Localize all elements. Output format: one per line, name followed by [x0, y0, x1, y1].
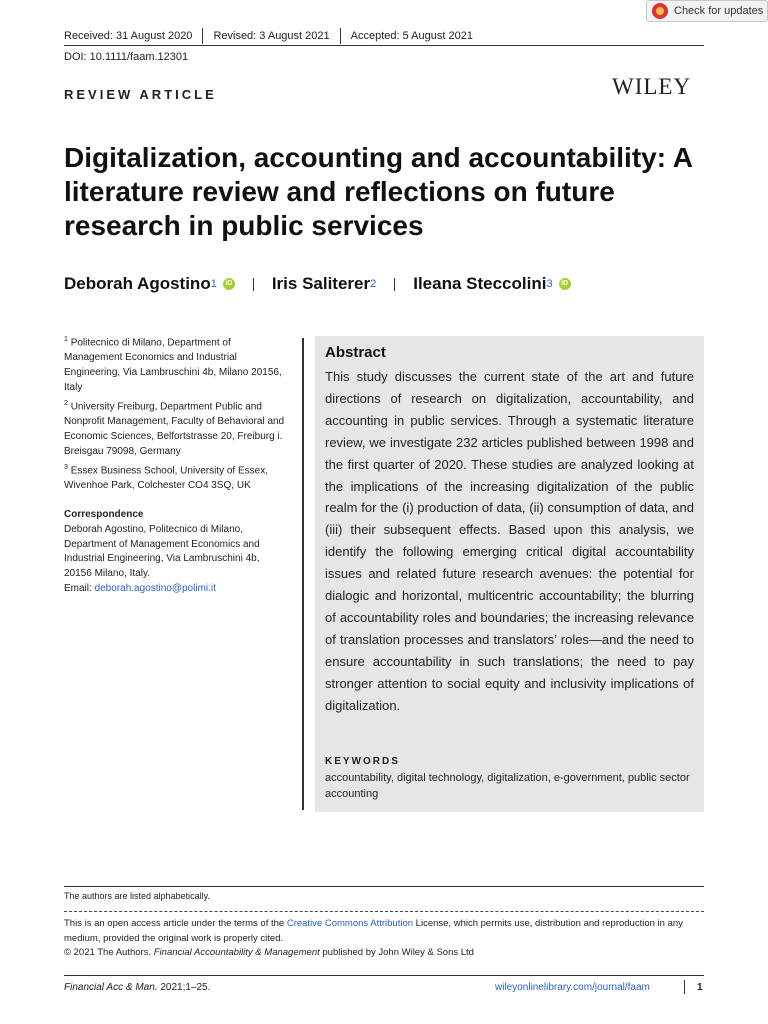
author-divider — [253, 278, 254, 291]
affiliation-sup: 2 — [64, 400, 68, 407]
footnote-rule — [64, 886, 704, 887]
doi: DOI: 10.1111/faam.12301 — [64, 51, 189, 63]
author-divider — [394, 278, 395, 291]
author-affiliation-sup[interactable]: 2 — [370, 278, 377, 290]
article-title — [64, 141, 704, 243]
abstract-heading: Abstract — [325, 344, 386, 361]
correspondence — [64, 508, 289, 597]
received-date: Received: 31 August 2020 — [64, 30, 193, 42]
update-icon — [652, 3, 668, 19]
copyright-text: © 2021 The Authors. — [64, 947, 154, 958]
orcid-icon[interactable]: iD — [223, 278, 235, 290]
correspondence-email — [64, 582, 289, 597]
abstract-text: This study discusses the current state of the art and future directions of research on digitalization, accountability, and accounting in public services. Through a systematic literature review, we investigate 232 articles published between 1998 and the first quarter of 2020. These studies are analyzed looking at the implications of the increasing digitalization of the public realm for the (i) production of data, (ii) consumption of data, and (iii) their subsequent effects. Based upon this analysis, we identify the following emerging critical digital accountability issues and related future research avenues: the potential for dialogic and horizontal, multicentric accountability; the blurring of accountability roles and boundaries; the increasing relevance of translation processes and translators’ roles—and the need to ensure accountability in such translations; the need to pay stronger attention to social equity and inclusivity implications of digitalization. — [325, 369, 694, 713]
email-label: Email: — [64, 582, 95, 594]
affiliation-text: University Freiburg, Department Public and Nonprofit Management, Faculty of Behavioral and Economic Sciences, Belfortstrasse 20, Freiburg i. Breisgau 79098, Germany — [64, 401, 285, 457]
oa-text: License, which permits use, distribution and reproduction in any medium, provided the original work is properly cited. — [64, 918, 683, 944]
affiliation-1 — [64, 333, 289, 396]
check-for-updates-label: Check for updates — [674, 5, 764, 17]
affiliation-sup: 1 — [64, 336, 68, 343]
publication-dates — [64, 28, 473, 44]
title-line: literature review and reflections on future — [64, 176, 615, 207]
journal-url-link[interactable]: wileyonlinelibrary.com/journal/faam — [495, 982, 650, 993]
author-order-note: The authors are listed alphabetically. — [64, 891, 210, 901]
check-for-updates-badge[interactable] — [646, 0, 768, 22]
journal-name: Financial Accountability & Management — [153, 947, 320, 958]
correspondence-text: Deborah Agostino, Politecnico di Milano, Department of Management Economics and Industrial Engineering, Via Lambruschini 4b, 20156 Milano, Italy. — [64, 523, 260, 580]
publisher-logo: WILEY — [612, 74, 692, 99]
journal-abbrev: Financial Acc & Man. — [64, 982, 158, 993]
date-divider — [340, 28, 341, 44]
article-type: REVIEW ARTICLE — [64, 87, 217, 102]
affiliation-sup: 3 — [64, 464, 68, 471]
cc-license-link[interactable]: Creative Commons Attribution — [286, 918, 414, 929]
journal-volume: 2021;1–25. — [157, 982, 211, 993]
author-name[interactable]: Ileana Steccolini — [413, 274, 547, 293]
author-name[interactable]: Deborah Agostino — [64, 274, 211, 293]
author-list — [64, 274, 571, 294]
affiliation-text: Essex Business School, University of Essex, Wivenhoe Park, Colchester CO4 3SQ, UK — [64, 465, 268, 492]
affiliation-2 — [64, 397, 289, 460]
keywords-heading: KEYWORDS — [325, 756, 400, 767]
page-divider — [684, 980, 685, 994]
title-line: research in public services — [64, 210, 424, 241]
affiliation-3 — [64, 461, 289, 494]
revised-date: Revised: 3 August 2021 — [213, 30, 330, 42]
title-line: Digitalization, accounting and accountability: A — [64, 142, 694, 173]
header-rule — [64, 45, 704, 46]
keywords-text: accountability, digital technology, digitalization, e-government, public sector accounting — [325, 772, 690, 800]
author-affiliation-sup[interactable]: 3 — [546, 278, 553, 290]
journal-citation — [64, 982, 210, 993]
date-divider — [202, 28, 203, 44]
page-number: 1 — [697, 982, 703, 993]
open-access-notice — [64, 916, 704, 946]
author-name[interactable]: Iris Saliterer — [271, 274, 371, 293]
affiliation-text: Politecnico di Milano, Department of Management Economics and Industrial Engineering, Via Lambruschini 4b, Milano 20156, Italy — [64, 337, 282, 393]
copyright-text: published by John Wiley & Sons Ltd — [319, 947, 474, 958]
oa-text: This is an open access article under the terms of the — [64, 918, 287, 929]
accepted-date: Accepted: 5 August 2021 — [350, 30, 473, 42]
abstract-divider — [302, 338, 304, 810]
correspondence-heading: Correspondence — [64, 509, 144, 520]
copyright — [64, 947, 474, 958]
author-affiliation-sup[interactable]: 1 — [210, 278, 217, 290]
license-rule — [64, 911, 704, 912]
email-link[interactable]: deborah.agostino@polimi.it — [94, 582, 216, 594]
footer-rule — [64, 975, 704, 976]
orcid-icon[interactable]: iD — [559, 278, 571, 290]
